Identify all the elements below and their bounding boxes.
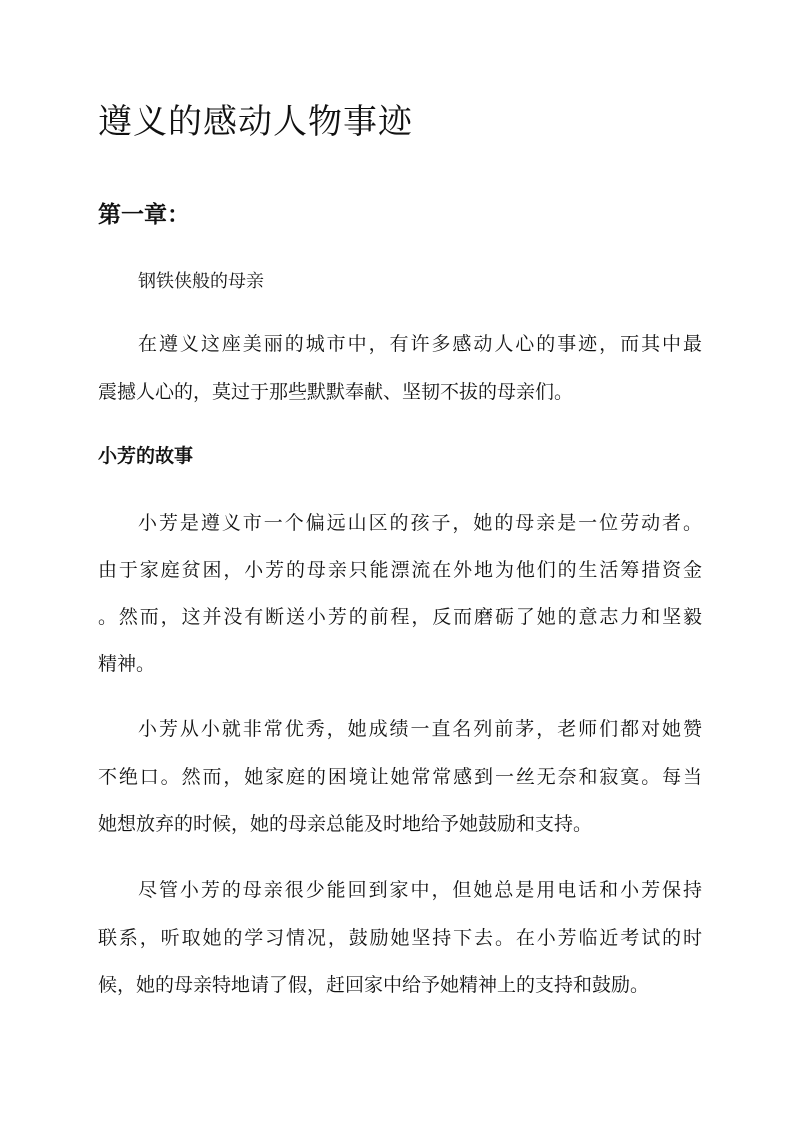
- paragraph-1-line: 由于家庭贫困，小芳的母亲只能漂流在外地为他们的生活筹措资金: [98, 559, 702, 581]
- paragraph-1-line: 小芳是遵义市一个偏远山区的孩子，她的母亲是一位劳动者。: [138, 512, 702, 534]
- paragraph-2-line: 不绝口。然而，她家庭的困境让她常常感到一丝无奈和寂寞。每当: [98, 766, 702, 788]
- paragraph-3-line: 联系，听取她的学习情况，鼓励她坚持下去。在小芳临近考试的时: [98, 927, 702, 949]
- document-title: 遵义的感动人物事迹: [98, 102, 413, 142]
- paragraph-3-line: 尽管小芳的母亲很少能回到家中，但她总是用电话和小芳保持: [138, 879, 702, 901]
- paragraph-1-line: 。然而，这并没有断送小芳的前程，反而磨砺了她的意志力和坚毅: [98, 606, 702, 628]
- chapter-subtitle: 钢铁侠般的母亲: [138, 271, 264, 292]
- section-heading: 小芳的故事: [98, 445, 194, 467]
- chapter-heading: 第一章：: [98, 201, 190, 228]
- paragraph-1-line: 精神。: [98, 653, 156, 675]
- intro-paragraph-line: 在遵义这座美丽的城市中，有许多感动人心的事迹，而其中最: [138, 333, 702, 355]
- paragraph-2-line: 她想放弃的时候，她的母亲总能及时地给予她鼓励和支持。: [98, 813, 593, 835]
- paragraph-2-line: 小芳从小就非常优秀，她成绩一直名列前茅，老师们都对她赞: [138, 718, 702, 740]
- intro-paragraph-line: 震撼人心的，莫过于那些默默奉献、坚韧不拔的母亲们。: [98, 381, 574, 403]
- paragraph-3-line: 候，她的母亲特地请了假，赶回家中给予她精神上的支持和鼓励。: [98, 974, 650, 996]
